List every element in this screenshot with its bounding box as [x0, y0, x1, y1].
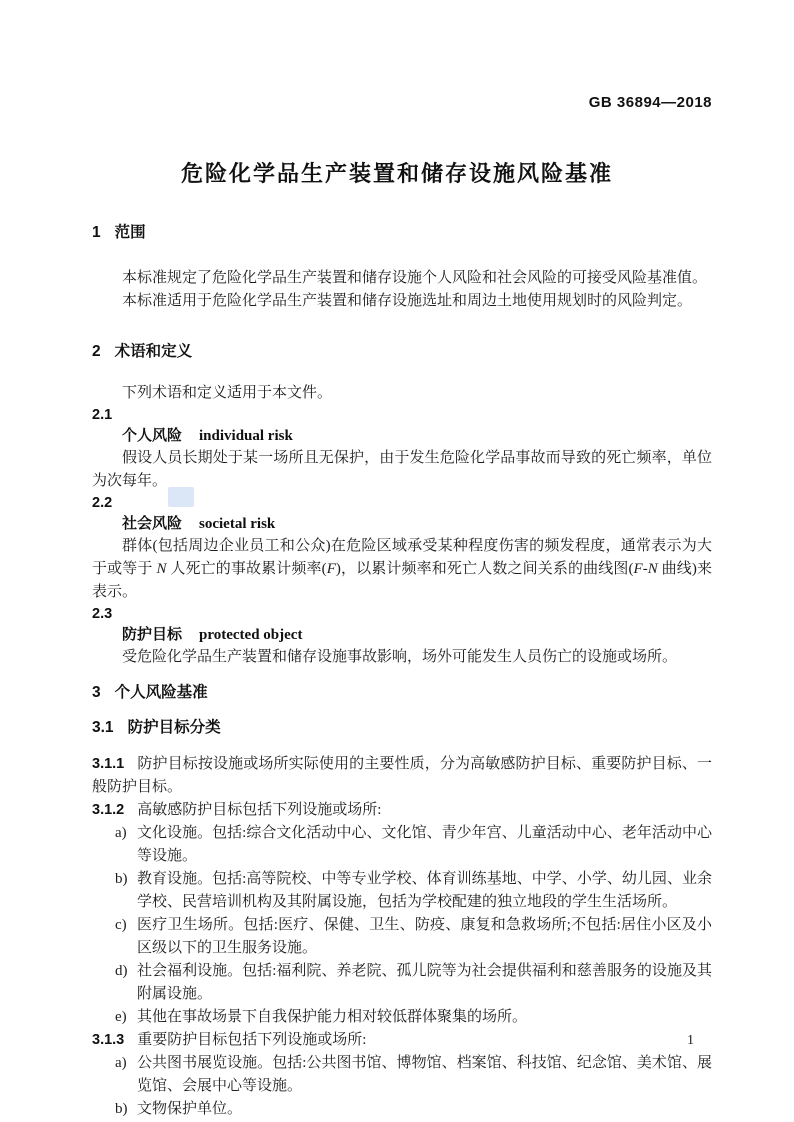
section-2-title: 术语和定义 [114, 343, 193, 360]
list-item [92, 822, 712, 868]
item-label: a) [115, 825, 127, 841]
variable-FN-curve: F-N [633, 561, 658, 577]
item-label: c) [115, 917, 127, 933]
term-title [92, 513, 712, 535]
variable-F: F [326, 561, 336, 577]
term-number: 2.2 [92, 495, 113, 511]
term-entry-2-2 [92, 493, 712, 604]
term-en: protected object [199, 627, 303, 643]
term-definition [92, 535, 712, 604]
section-3-title: 个人风险基准 [114, 684, 208, 701]
list-item [92, 1052, 712, 1098]
term-title [92, 425, 712, 447]
term-number: 2.1 [92, 407, 113, 423]
item-text: 文物保护单位。 [137, 1101, 243, 1117]
section-3-1-title: 防护目标分类 [127, 719, 221, 736]
terms-intro: 下列术语和定义适用于本文件。 [122, 385, 333, 401]
section-3-number: 3 [92, 684, 101, 701]
item-text: 文化设施。包括:综合文化活动中心、文化馆、青少年宫、儿童活动中心、老年活动中心等设施。 [137, 825, 712, 864]
definition-segment: 曲线)来表示。 [92, 561, 713, 600]
term-en: societal risk [199, 516, 276, 532]
document-body [92, 224, 712, 1121]
term-cn: 个人风险 [122, 427, 183, 444]
definition-segment: 群体(包括周边企业员工和公众)在危险区域承受某种程度伤害的频发程度，通常表示为大于或等于 [92, 538, 712, 577]
standard-number: GB 36894—2018 [588, 94, 712, 111]
scope-paragraph-1: 本标准规定了危险化学品生产装置和储存设施个人风险和社会风险的可接受风险基准值。 [122, 270, 708, 286]
term-entry-2-1 [92, 405, 712, 493]
item-text: 公共图书展览设施。包括:公共图书馆、博物馆、档案馆、科技馆、纪念馆、美术馆、展览馆、会展中心等设施。 [137, 1055, 712, 1094]
item-label: b) [115, 1101, 128, 1117]
section-1-heading [92, 224, 712, 242]
item-label: b) [115, 871, 128, 887]
clause-number: 3.1.3 [92, 1032, 125, 1048]
clause-text: 防护目标按设施或场所实际使用的主要性质，分为高敏感防护目标、重要防护目标、一般防护目标。 [92, 756, 712, 795]
clause-3-1-2 [92, 799, 712, 822]
section-2-heading [92, 343, 712, 361]
term-number: 2.3 [92, 606, 113, 622]
term-definition: 受危险化学品生产装置和储存设施事故影响，场外可能发生人员伤亡的设施或场所。 [122, 649, 678, 665]
section-3-1-heading [92, 719, 712, 737]
term-cn: 社会风险 [122, 515, 183, 532]
section-1-number: 1 [92, 224, 101, 241]
item-text: 社会福利设施。包括:福利院、养老院、孤儿院等为社会提供福利和慈善服务的设施及其附属设施。 [137, 963, 712, 1002]
page-number: 1 [687, 1033, 694, 1048]
item-text: 教育设施。包括:高等院校、中等专业学校、体育训练基地、中学、小学、幼儿园、业余学校、民营培训机构及其附属设施，包括为学校配建的独立地段的学生生活场所。 [137, 871, 712, 910]
section-3-1-number: 3.1 [92, 719, 114, 736]
list-item [92, 1098, 712, 1121]
document-title: 危险化学品生产装置和储存设施风险基准 [180, 161, 613, 186]
scope-paragraph-2: 本标准适用于危险化学品生产装置和储存设施选址和周边土地使用规划时的风险判定。 [122, 293, 693, 309]
clause-text: 高敏感防护目标包括下列设施或场所: [137, 802, 382, 818]
section-3-heading [92, 684, 712, 702]
item-label: d) [115, 963, 128, 979]
term-entry-2-3 [92, 604, 712, 669]
term-en: individual risk [199, 428, 293, 444]
term-title [92, 624, 712, 646]
clause-number: 3.1.1 [92, 756, 125, 772]
item-label: e) [115, 1009, 127, 1025]
list-item [92, 914, 712, 960]
clause-3-1-3 [92, 1029, 712, 1052]
clause-text: 重要防护目标包括下列设施或场所: [137, 1032, 367, 1048]
list-item [92, 1006, 712, 1029]
section-1-title: 范围 [114, 224, 146, 241]
term-cn: 防护目标 [122, 626, 183, 643]
definition-segment: )，以累计频率和死亡人数之间关系的曲线图( [335, 561, 634, 577]
list-item [92, 868, 712, 914]
term-definition: 假设人员长期处于某一场所且无保护，由于发生危险化学品事故而导致的死亡频率，单位为次每年。 [92, 450, 712, 489]
item-label: a) [115, 1055, 127, 1071]
item-text: 其他在事故场景下自我保护能力相对较低群体聚集的场所。 [137, 1009, 528, 1025]
clause-number: 3.1.2 [92, 802, 125, 818]
definition-segment: 人死亡的事故累计频率( [166, 561, 327, 577]
section-2-number: 2 [92, 343, 101, 360]
variable-N: N [156, 561, 167, 577]
item-text: 医疗卫生场所。包括:医疗、保健、卫生、防疫、康复和急救场所;不包括:居住小区及小区级以下的卫生服务设施。 [137, 917, 712, 956]
clause-3-1-1 [92, 753, 712, 799]
clause-3-1-2-list [92, 822, 712, 1029]
list-item [92, 960, 712, 1006]
clause-3-1-3-list [92, 1052, 712, 1121]
